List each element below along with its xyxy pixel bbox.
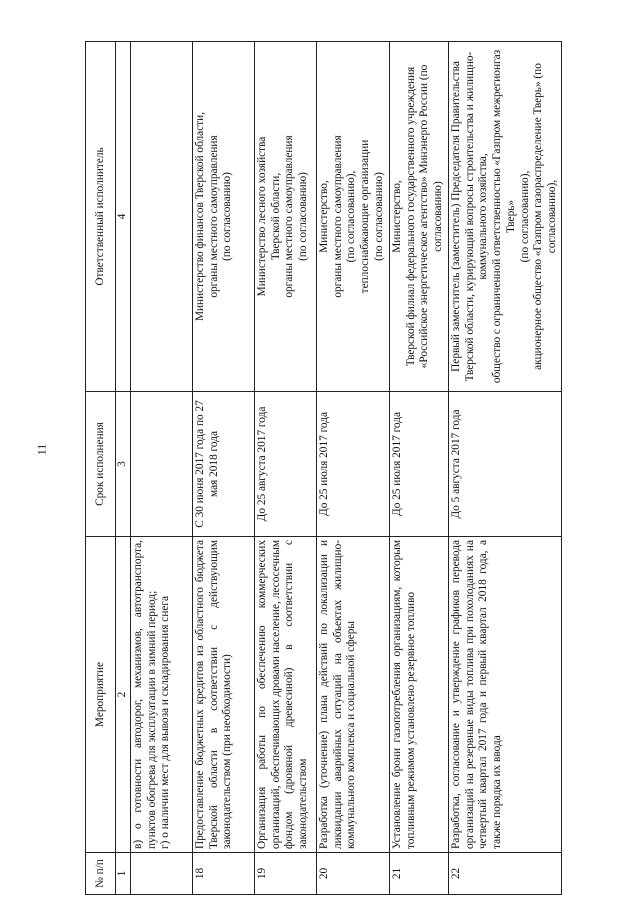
executor-line: Министерство,	[390, 180, 403, 253]
executor-line: (по согласованию),	[345, 170, 358, 263]
executor-line: Тверской филиал федерального государственного учреждения «Российское энергетическое агентство» Минэнерго России (по согласованию)	[404, 64, 445, 369]
event-line: г) о наличии мест для вывоза и складирования снега	[159, 595, 172, 849]
row-deadline: С 30 июня 2017 года по 27 мая 2018 года	[192, 392, 254, 537]
row-executor	[192, 42, 254, 392]
column-number: 3	[116, 392, 131, 537]
executor-line: органы местного самоуправления	[283, 135, 296, 298]
column-number: 4	[116, 42, 131, 392]
header-deadline: Срок исполнения	[86, 392, 116, 537]
table-row	[316, 42, 389, 895]
column-number-row	[116, 42, 131, 895]
executor-line: органы местного самоуправления	[331, 135, 344, 298]
event-line: в) о готовности автодорог, механизмов, автотранспорта, пунктов обогрева для эксплуатации в зимний период;	[131, 540, 158, 849]
executor-line: Министерство лесного хозяйства	[255, 136, 268, 297]
row-event	[254, 537, 316, 853]
row-num: 20	[316, 853, 389, 895]
row-deadline: До 25 августа 2017 года	[254, 392, 316, 537]
executor-line: (по согласованию)	[297, 172, 310, 261]
table-row	[389, 42, 448, 895]
executor-line: Министерство,	[317, 180, 330, 253]
rotated-table-wrapper	[85, 42, 605, 895]
row-executor	[130, 42, 192, 392]
executor-line: теплоснабжающие организации	[359, 139, 372, 294]
header-num: № п/п	[86, 853, 116, 895]
executor-line: Тверской области,	[269, 172, 282, 261]
row-num: 18	[192, 853, 254, 895]
plan-table	[85, 41, 562, 895]
executor-line: (по согласованию)	[372, 172, 385, 261]
executor-line: (по согласованию),	[518, 170, 531, 263]
row-executor	[448, 42, 561, 392]
event-line: Организация работы по обеспечению коммерческих организаций, обеспечивающих дровами население, лесосечным фондом (дровяной древесиной) в соответствии с законодательством	[255, 540, 310, 849]
table-row	[130, 42, 192, 895]
event-line: Предоставление бюджетных кредитов из областного бюджета Тверской области в соответствии с действующим законодательством (при необходимости)	[193, 540, 234, 849]
row-deadline: До 25 июля 2017 года	[316, 392, 389, 537]
header-row	[86, 42, 116, 895]
row-executor	[316, 42, 389, 392]
page-number: 11	[34, 443, 49, 456]
row-num: 22	[448, 853, 561, 895]
row-event	[389, 537, 448, 853]
row-deadline	[130, 392, 192, 537]
table-row	[192, 42, 254, 895]
row-event	[448, 537, 561, 853]
table-row	[448, 42, 561, 895]
row-event	[192, 537, 254, 853]
event-line: Разработка (уточнение) плана действий по локализации и ликвидации аварийных ситуаций на объектах жилищно-коммунального комплекса и социальной сферы	[317, 540, 358, 849]
executor-line: органы местного самоуправления	[207, 135, 220, 298]
row-event	[130, 537, 192, 853]
executor-line: (по согласованию)	[221, 172, 234, 261]
row-deadline: До 5 августа 2017 года	[448, 392, 561, 537]
row-executor	[389, 42, 448, 392]
row-num: 21	[389, 853, 448, 895]
header-event: Мероприятие	[86, 537, 116, 853]
row-deadline: До 25 июля 2017 года	[389, 392, 448, 537]
row-num: 19	[254, 853, 316, 895]
event-line: Разработка, согласование и утверждение графиков перевода организаций на резервные виды топлива при похолоданиях на четвертый квартал 2017 года и первый квартал 2018 года, а также порядка их ввода	[449, 540, 504, 849]
row-event	[316, 537, 389, 853]
column-number: 1	[116, 853, 131, 895]
executor-line: общество с ограниченной ответственностью «Газпром межрегионгаз Тверь»	[491, 49, 517, 384]
row-num	[130, 853, 192, 895]
header-executor: Ответственный исполнитель	[86, 42, 116, 392]
table-row	[254, 42, 316, 895]
executor-line: акционерное общество «Газпром газораспределение Тверь» (по согласованию),	[532, 63, 559, 370]
row-executor	[254, 42, 316, 392]
event-line: Установление брони газопотребления организациям, которым топливным режимом установлено резервное топливо	[390, 540, 417, 849]
executor-line: Первый заместитель (заместитель) Председателя Правительства Тверской области, курирующий вопросы строительства и жилищно-коммунального хозяйства,	[449, 51, 490, 382]
column-number: 2	[116, 537, 131, 853]
executor-line: Министерство финансов Тверской области,	[193, 111, 206, 322]
